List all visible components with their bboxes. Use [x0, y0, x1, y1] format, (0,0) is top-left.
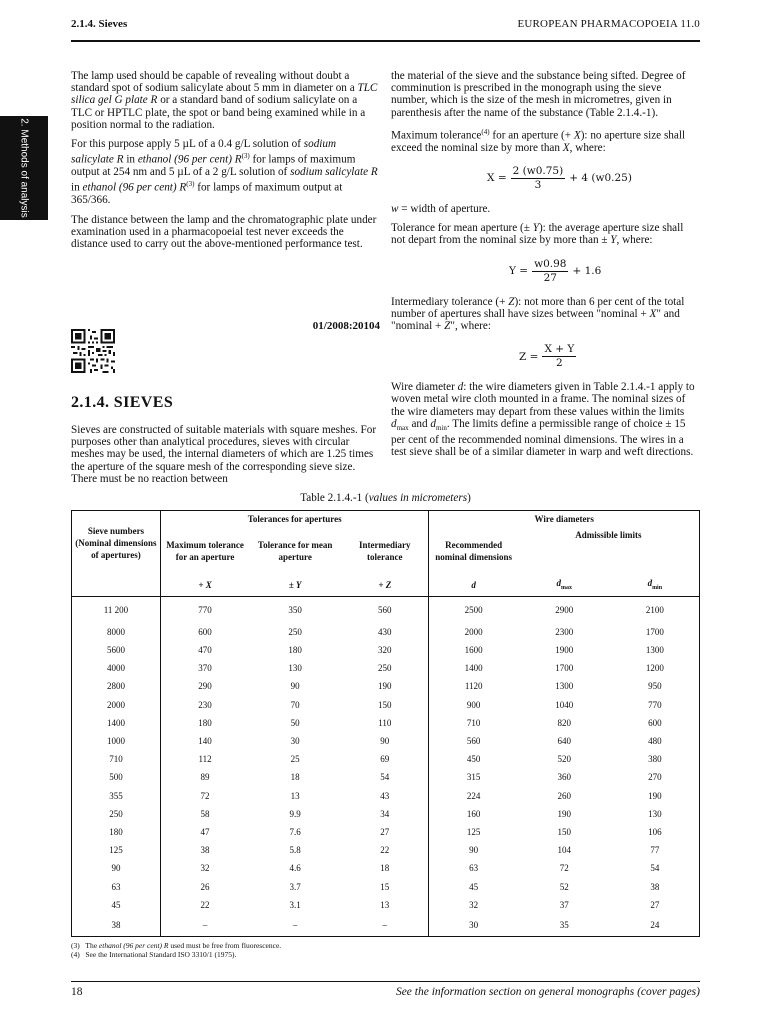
equation-x-denominator: 3	[534, 178, 542, 191]
table-row	[72, 623, 700, 641]
table-cell: 1000	[72, 732, 161, 750]
header-sym-d: d	[429, 575, 518, 596]
table-cell: 1700	[555, 663, 574, 674]
equation-z	[391, 339, 700, 375]
table-cell: 250	[288, 626, 302, 637]
table-caption	[71, 492, 700, 504]
table-cell: 370	[198, 663, 212, 674]
mean-tolerance-paragraph: Tolerance for mean aperture (± Y): the average aperture size shall not depart from the nominal size by more than ± Y, where:	[391, 222, 684, 247]
table-cell: 250	[72, 805, 161, 823]
table-cell: 38	[200, 845, 210, 856]
table-cell: 54	[341, 768, 429, 786]
table-cell: 1700	[611, 623, 700, 641]
table-cell: 150	[557, 826, 572, 837]
table-cell: 1400	[72, 714, 161, 732]
table-cell: 820	[557, 717, 572, 728]
width-definition: w = width of aperture.	[391, 202, 491, 215]
table-cell: 355	[72, 786, 161, 804]
table-cell: 290	[198, 681, 212, 692]
header-sym-dmax: $d_{max}$	[518, 575, 611, 596]
table-cell: 1900	[555, 645, 574, 656]
footer-note: See the information section on general monographs (cover pages)	[395, 986, 700, 998]
table-body	[72, 596, 700, 936]
table-cell: 13	[341, 896, 429, 914]
table-cell: 770	[611, 696, 700, 714]
table-cell: 89	[200, 772, 210, 783]
table-cell: 480	[611, 732, 700, 750]
table-cell: 70	[290, 699, 300, 710]
table-cell: 104	[557, 845, 572, 856]
running-header-section: 2.1.4. Sieves	[71, 18, 128, 30]
table-cell: 2800	[72, 677, 161, 695]
table-cell: 11 200	[72, 596, 161, 623]
table-cell: 90	[469, 845, 479, 856]
table-cell: 72	[200, 790, 210, 801]
table-cell: 2900	[555, 604, 574, 615]
table-cell: 320	[341, 641, 429, 659]
table-cell: 7.6	[289, 826, 301, 837]
table-cell: 26	[200, 881, 210, 892]
table-cell: –	[160, 914, 249, 937]
table-cell: 1300	[611, 641, 700, 659]
table-cell: 1400	[464, 663, 483, 674]
table-cell: 950	[611, 677, 700, 695]
table-cell: 600	[611, 714, 700, 732]
sieves-intro-paragraph: Sieves are constructed of suitable materials with square meshes. For purposes other than analytical procedures, sieves with circular meshes may be used, the internal diameters of which are 1.25 times the aperture of the square mesh of the corresponding sieve size. There must be no reaction between	[71, 424, 377, 485]
table-cell: 230	[198, 699, 212, 710]
table-cell: 130	[288, 663, 302, 674]
header-tolerances: Tolerances for apertures	[160, 511, 429, 528]
table-cell: 350	[288, 604, 302, 615]
table-cell: 106	[611, 823, 700, 841]
table-cell: 2000	[72, 696, 161, 714]
table-cell: 125	[466, 826, 481, 837]
table-row	[72, 677, 700, 695]
chapter-thumb-label: 2. Methods of analysis	[18, 118, 30, 218]
header-sym-x: + X	[160, 575, 249, 596]
comminution-paragraph: the material of the sieve and the substance being sifted. Degree of comminution is prescribed in the monograph using the sieve number, which is the size of the mesh in micrometres, given in parenthesis after the name of the substance (Table 2.1.4.-1).	[391, 70, 686, 119]
table-cell: 34	[341, 805, 429, 823]
header-sieve-numbers: Sieve numbers (Nominal dimensions of apertures)	[72, 511, 161, 576]
table-cell: 180	[72, 823, 161, 841]
footer-rule	[71, 981, 700, 982]
table-row	[72, 732, 700, 750]
table-cell: 112	[198, 754, 212, 765]
table-row	[72, 896, 700, 914]
table-cell: 22	[200, 899, 210, 910]
table-cell: 18	[341, 859, 429, 877]
table-cell: 47	[200, 826, 210, 837]
table-cell: 190	[557, 808, 572, 819]
table-cell: 470	[198, 645, 212, 656]
table-cell: 3.7	[289, 881, 301, 892]
table-row	[72, 659, 700, 677]
table-cell: 90	[290, 681, 300, 692]
table-cell: 72	[559, 863, 569, 874]
table-cell: 77	[611, 841, 700, 859]
left-column	[71, 70, 380, 257]
table-cell: 710	[72, 750, 161, 768]
table-cell: 190	[341, 677, 429, 695]
table-cell: 560	[466, 736, 481, 747]
wire-diameter-paragraph: Wire diameter d: the wire diameters given in Table 2.1.4.-1 apply to woven metal wire cloth mounted in a frame. The nominal sizes of the wire diameters may depart from these values within the limits $d_{max}$ and $d_{min}$. The limits define a permissible range of choice ± 15 per cent of the recommended nominal dimensions. The wires in a test sieve shall be of a similar diameter in warp and weft directions.	[391, 381, 695, 459]
table-cell: 110	[341, 714, 429, 732]
header-rule	[71, 40, 700, 42]
table-cell: 520	[557, 754, 572, 765]
table-cell: 52	[559, 881, 569, 892]
table-caption-main: Table 2.1.4.-1 (	[300, 492, 369, 504]
distance-paragraph: The distance between the lamp and the chromatographic plate under examination used in a pharmacopoeial test never exceeds the distance used to carry out the above-mentioned performance test.	[71, 213, 377, 250]
lamp-paragraph: The lamp used should be capable of revealing without doubt a standard spot of sodium salicylate about 5 mm in diameter on a TLC silica gel G plate R or a standard band of sodium salicylate on a TLC or HPTLC plate, the spot or band being examined while in a position normal to the radiation.	[71, 70, 378, 131]
table-cell: 58	[200, 808, 210, 819]
table-cell: 2000	[464, 626, 483, 637]
table-cell: 270	[611, 768, 700, 786]
table-cell: 15	[341, 877, 429, 895]
table-row	[72, 714, 700, 732]
table-cell: 69	[341, 750, 429, 768]
table-cell: 125	[72, 841, 161, 859]
table-cell: 3.1	[289, 899, 301, 910]
header-sym-dmin: $d_{min}$	[611, 575, 700, 596]
table-row	[72, 841, 700, 859]
equation-x	[391, 161, 700, 197]
page-number: 18	[71, 986, 83, 998]
table-cell: 30	[429, 914, 518, 937]
application-paragraph: For this purpose apply 5 µL of a 0.4 g/L solution of sodium salicylate R in ethanol (96 per cent) $R^{(3)}$ for lamps of maximum output at 254 nm and 5 µL of a 2 g/L solution of sodium salicylate R in ethanol (96 per cent) $R^{(3)}$ for lamps of maximum output at 365/366.	[71, 138, 378, 207]
table-cell: 38	[611, 877, 700, 895]
table-cell: –	[249, 914, 341, 937]
sieves-table	[71, 510, 700, 937]
footnote-4-number: (4)	[71, 950, 80, 959]
table-cell: 63	[72, 877, 161, 895]
table-row	[72, 750, 700, 768]
table-cell: 500	[72, 768, 161, 786]
table-cell: 710	[466, 717, 481, 728]
equation-y	[391, 254, 700, 290]
table-cell: 2300	[555, 626, 574, 637]
table-cell: 260	[557, 790, 572, 801]
footnote-3-number: (3)	[71, 941, 80, 950]
table-cell: 38	[72, 914, 161, 937]
table-cell: 35	[518, 914, 611, 937]
document-code: 01/2008:20104	[312, 320, 380, 332]
table-cell: 25	[290, 754, 300, 765]
header-wire-diameters: Wire diameters	[429, 511, 700, 528]
running-header-publication: EUROPEAN PHARMACOPOEIA 11.0	[517, 18, 700, 30]
table-cell: 380	[611, 750, 700, 768]
table-cell: 45	[72, 896, 161, 914]
table-cell: 18	[290, 772, 300, 783]
header-sym-blank	[72, 575, 161, 596]
table-cell: 150	[341, 696, 429, 714]
footnote-3-pre: The	[85, 941, 99, 950]
table-cell: 560	[341, 596, 429, 623]
table-caption-italic: values in micrometers	[368, 492, 468, 504]
equation-y-numerator: w0.98	[534, 257, 567, 270]
table-cell: 360	[557, 772, 572, 783]
footnotes	[71, 941, 281, 959]
equation-y-rest: + 1.6	[572, 264, 602, 277]
table-cell: 5.8	[289, 845, 301, 856]
table-cell: 160	[466, 808, 481, 819]
table-cell: 90	[72, 859, 161, 877]
header-sym-y: ± Y	[249, 575, 341, 596]
table-cell: –	[341, 914, 429, 937]
table-cell: 32	[469, 899, 479, 910]
table-cell: 5600	[72, 641, 161, 659]
table-cell: 13	[290, 790, 300, 801]
table-cell: 1040	[555, 699, 574, 710]
table-row	[72, 786, 700, 804]
table-cell: 27	[611, 896, 700, 914]
table-caption-end: )	[467, 492, 471, 504]
table-cell: 180	[288, 645, 302, 656]
header-admissible-limits: Admissible limits	[518, 527, 700, 575]
qr-code-icon	[71, 329, 115, 373]
equation-x-lhs: X =	[487, 172, 507, 185]
table-cell: 2100	[611, 596, 700, 623]
equation-z-denominator: 2	[556, 357, 563, 370]
table-cell: 22	[341, 841, 429, 859]
table-cell: 50	[290, 717, 300, 728]
table-cell: 770	[198, 604, 212, 615]
footnote-3-post: used must be free from fluorescence.	[168, 941, 282, 950]
chapter-thumb-tab	[0, 116, 48, 220]
equation-y-denominator: 27	[543, 271, 557, 284]
table-row	[72, 696, 700, 714]
table-row	[72, 859, 700, 877]
footnote-3	[71, 941, 281, 950]
table-cell: 140	[198, 736, 212, 747]
table-cell: 180	[198, 717, 212, 728]
table-cell: 430	[341, 623, 429, 641]
table-cell: 54	[611, 859, 700, 877]
table-row	[72, 877, 700, 895]
table-cell: 1120	[464, 681, 483, 692]
table-cell: 315	[466, 772, 481, 783]
equation-y-lhs: Y =	[509, 264, 529, 277]
header-recommended: Recommended nominal dimensions	[435, 540, 513, 562]
table-cell: 37	[559, 899, 569, 910]
section-heading: 2.1.4. SIEVES	[71, 394, 174, 411]
footnote-4	[71, 950, 281, 959]
equation-z-numerator: X + Y	[544, 343, 575, 356]
table-row	[72, 823, 700, 841]
table-cell: 45	[469, 881, 479, 892]
header-mean-tolerance: Tolerance for mean aperture	[257, 540, 333, 562]
table-cell: 640	[557, 736, 572, 747]
table-row	[72, 914, 700, 937]
intermediary-tolerance-paragraph: Intermediary tolerance (+ Z): not more than 6 per cent of the total number of apertures shall have sizes between "nominal + X" and "nominal + Z", where:	[391, 295, 685, 332]
table-row	[72, 641, 700, 659]
header-max-tolerance: Maximum tolerance for an aperture	[166, 540, 244, 562]
table-row	[72, 805, 700, 823]
table-cell: 224	[466, 790, 481, 801]
table-cell: 4000	[72, 659, 161, 677]
table-cell: 90	[341, 732, 429, 750]
table-cell: 63	[469, 863, 479, 874]
equation-x-rest: + 4 (w0.25)	[569, 172, 632, 185]
header-intermediary-tolerance: Intermediary tolerance	[341, 527, 429, 575]
table-cell: 1300	[555, 681, 574, 692]
table-row	[72, 596, 700, 623]
equation-z-lhs: Z =	[519, 350, 539, 363]
footnote-4-text: See the International Standard ISO 3310/1 (1975).	[85, 950, 237, 959]
table-cell: 600	[198, 626, 212, 637]
table-cell: 1200	[611, 659, 700, 677]
table-cell: 900	[466, 699, 481, 710]
table-cell: 190	[611, 786, 700, 804]
table-cell: 2500	[464, 604, 483, 615]
table-cell: 250	[341, 659, 429, 677]
table-cell: 27	[341, 823, 429, 841]
table-cell: 130	[611, 805, 700, 823]
header-sym-z: + Z	[341, 575, 429, 596]
table-row	[72, 768, 700, 786]
max-tolerance-paragraph: Maximum tolerance$^{(4)}$ for an aperture (+ X): no aperture size shall exceed the nominal size by more than X, where:	[391, 127, 686, 154]
footnote-3-italic: ethanol (96 per cent) R	[98, 941, 169, 950]
table-cell: 30	[290, 736, 300, 747]
table-cell: 4.6	[289, 863, 301, 874]
equation-x-numerator: 2 (w0.75)	[512, 164, 564, 177]
right-column	[391, 70, 700, 466]
table-cell: 9.9	[289, 808, 301, 819]
table-cell: 1600	[464, 645, 483, 656]
table-cell: 32	[200, 863, 210, 874]
table-cell: 450	[466, 754, 481, 765]
table-cell: 8000	[72, 623, 161, 641]
table-cell: 24	[611, 914, 700, 937]
table-cell: 43	[341, 786, 429, 804]
